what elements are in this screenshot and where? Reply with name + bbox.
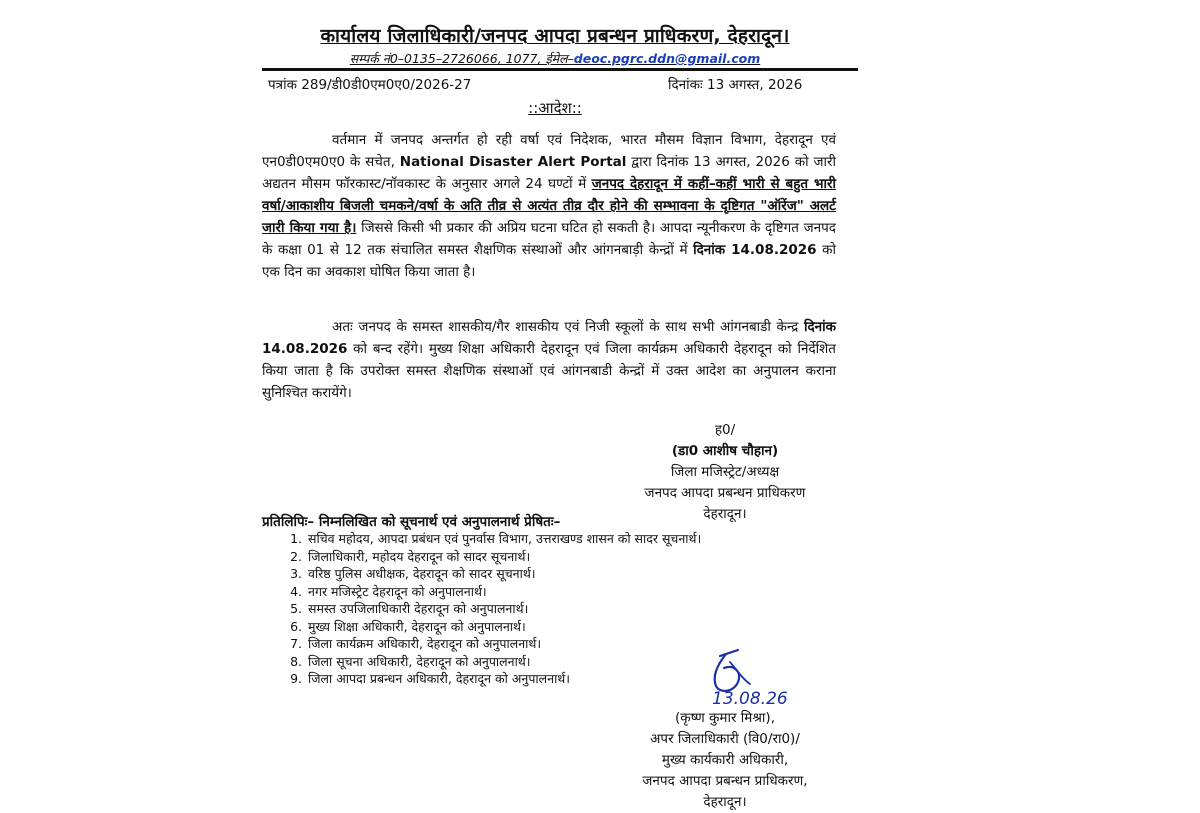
copy-to-item-text: वरिष्ठ पुलिस अधीक्षक, देहरादून को सादर सूचनार्थ। — [308, 566, 536, 581]
copy-to-item-text: जिला कार्यक्रम अधिकारी, देहरादून को अनुपालनार्थ। — [308, 636, 542, 651]
dm-place: देहरादून। — [703, 506, 747, 522]
adm-authority: जनपद आपदा प्रबन्धन प्राधिकरण, — [642, 773, 808, 789]
copy-to-item — [280, 653, 701, 671]
dm-signature-block — [560, 420, 890, 525]
copy-to-item — [280, 565, 701, 583]
copy-to-item-number: 1. — [290, 531, 302, 546]
signed-mark: ह0/ — [714, 422, 736, 438]
order-paragraph-2 — [262, 316, 836, 404]
p1-orange-alert: जनपद देहरादून में कहीं–कहीं भारी से बहुत भारी वर्षा/आकाशीय बिजली चमकने/वर्षा के अति तीव्र से अत्यंत तीव्र दौर होने की सम्भावना के दृष्टिगत "ऑरेंज" अलर्ट जारी किया गया है। — [262, 176, 836, 236]
copy-to-item-text: जिला आपदा प्रबन्धन अधिकारी, देहरादून को अनुपालनार्थ। — [308, 671, 571, 686]
p1-text-e: को एक दिन का अवकाश घोषित किया जाता है। — [262, 242, 837, 280]
order-paragraph-1 — [262, 129, 836, 283]
p1-portal-name: National Disaster Alert Portal — [399, 154, 627, 170]
copy-to-item-number: 6. — [290, 618, 302, 634]
adm-designation: अपर जिलाधिकारी (वि0/रा0)/ — [650, 731, 800, 747]
handwritten-date: 13.08.26 — [712, 689, 788, 709]
copy-to-item-number: 3. — [290, 566, 302, 581]
adm-name: (कृष्ण कुमार मिश्रा), — [675, 710, 775, 726]
copy-to-item-number: 7. — [290, 636, 302, 651]
p2-text-a: अतः जनपद के समस्त शासकीय/गैर शासकीय एवं निजी स्कूलों के साथ सभी आंगनबाडी केन्द्र — [332, 319, 804, 335]
contact-numbers: सम्पर्क नं0–0135–2726066, 1077, ईमेल– — [349, 51, 574, 66]
p1-text-d: जिससे किसी भी प्रकार की अप्रिय घटना घटित हो सकती है। आपदा न्यूनीकरण के दृष्टिगत जनपद के कक्षा 01 से 12 तक संचालित समस्त शैक्षणिक संस्थाओं और आंगनबाड़ी केन्द्रों में — [262, 220, 836, 258]
copy-to-item — [280, 530, 701, 548]
copy-to-list — [280, 530, 701, 688]
copy-to-item-number: 2. — [290, 548, 302, 564]
copy-to-item — [280, 618, 701, 636]
copy-to-item — [280, 583, 701, 601]
order-heading: ::आदेश:: — [528, 99, 582, 117]
dm-designation: जिला मजिस्ट्रेट/अध्यक्ष — [670, 464, 780, 480]
p1-text-c: द्वारा दिनांक 13 अगस्त, 2026 को जारी अद्यतन मौसम फॉरकास्ट/नॉवकास्ट के अनुसार अगले 24 घण्टों में — [262, 154, 837, 192]
copy-to-item-text: जिला सूचना अधिकारी, देहरादून को अनुपालनार्थ। — [308, 653, 531, 669]
p1-text-a: वर्तमान में जनपद अन्तर्गत हो रही वर्षा एवं निदेशक, भारत मौसम विज्ञान विभाग, देहरादून एवं एन0डी0एम0ए0 के सचेत, — [262, 132, 836, 170]
copy-to-item-text: मुख्य शिक्षा अधिकारी, देहरादून को अनुपालनार्थ। — [308, 618, 526, 634]
handwritten-signature — [690, 642, 840, 710]
copy-to-item — [280, 635, 701, 653]
p1-holiday-date: दिनांक 14.08.2026 — [693, 242, 817, 258]
p2-closure-date: दिनांक 14.08.2026 — [262, 319, 836, 357]
contact-line — [0, 50, 1110, 67]
copy-to-item-text: जिलाधिकारी, महोदय देहरादून को सादर सूचनार्थ। — [308, 548, 531, 564]
adm-signature-block — [560, 708, 890, 813]
header-divider — [262, 68, 858, 71]
p2-text-b: को बन्द रहेंगे। मुख्य शिक्षा अधिकारी देहरादून एवं जिला कार्यक्रम अधिकारी देहरादून को निर्देशित किया जाता है कि उपरोक्त समस्त शैक्षणिक संस्थाओं एवं आंगनबाडी केन्द्रों में उक्त आदेश का अनुपालन कराना सुनिश्चित करायेंगे। — [262, 341, 836, 401]
office-title: कार्यालय जिलाधिकारी/जनपद आपदा प्रबन्धन प्राधिकरण, देहरादून। — [320, 25, 790, 47]
copy-to-item — [280, 548, 701, 566]
adm-role: मुख्य कार्यकारी अधिकारी, — [661, 752, 789, 768]
copy-to-item-text: समस्त उपजिलाधिकारी देहरादून को अनुपालनार्थ। — [308, 601, 529, 616]
reference-number: पत्रांक 289/डी0डी0एम0ए0/2026-27 — [268, 77, 472, 93]
copy-to-item-text: नगर मजिस्ट्रेट देहरादून को अनुपालनार्थ। — [308, 583, 487, 599]
copy-to-item-number: 9. — [290, 671, 302, 686]
copy-to-heading: प्रतिलिपिः– निम्नलिखित को सूचनार्थ एवं अनुपालनार्थ प्रेषितः– — [262, 514, 561, 530]
contact-email[interactable]: deoc.pgrc.ddn@gmail.com — [573, 51, 761, 66]
copy-to-item-number: 5. — [290, 601, 302, 616]
copy-to-item — [280, 670, 701, 688]
copy-to-item-number: 8. — [290, 653, 302, 669]
copy-to-item-text: सचिव महोदय, आपदा प्रबंधन एवं पुनर्वास विभाग, उत्तराखण्ड शासन को सादर सूचनार्थ। — [308, 531, 702, 546]
copy-to-item-number: 4. — [290, 583, 302, 599]
adm-place: देहरादून। — [703, 794, 747, 810]
dm-authority: जनपद आपदा प्रबन्धन प्राधिकरण — [644, 485, 806, 501]
letter-date: दिनांकः 13 अगस्त, 2026 — [668, 77, 803, 93]
dm-name: (डा0 आशीष चौहान) — [671, 443, 779, 459]
copy-to-item — [280, 600, 701, 618]
